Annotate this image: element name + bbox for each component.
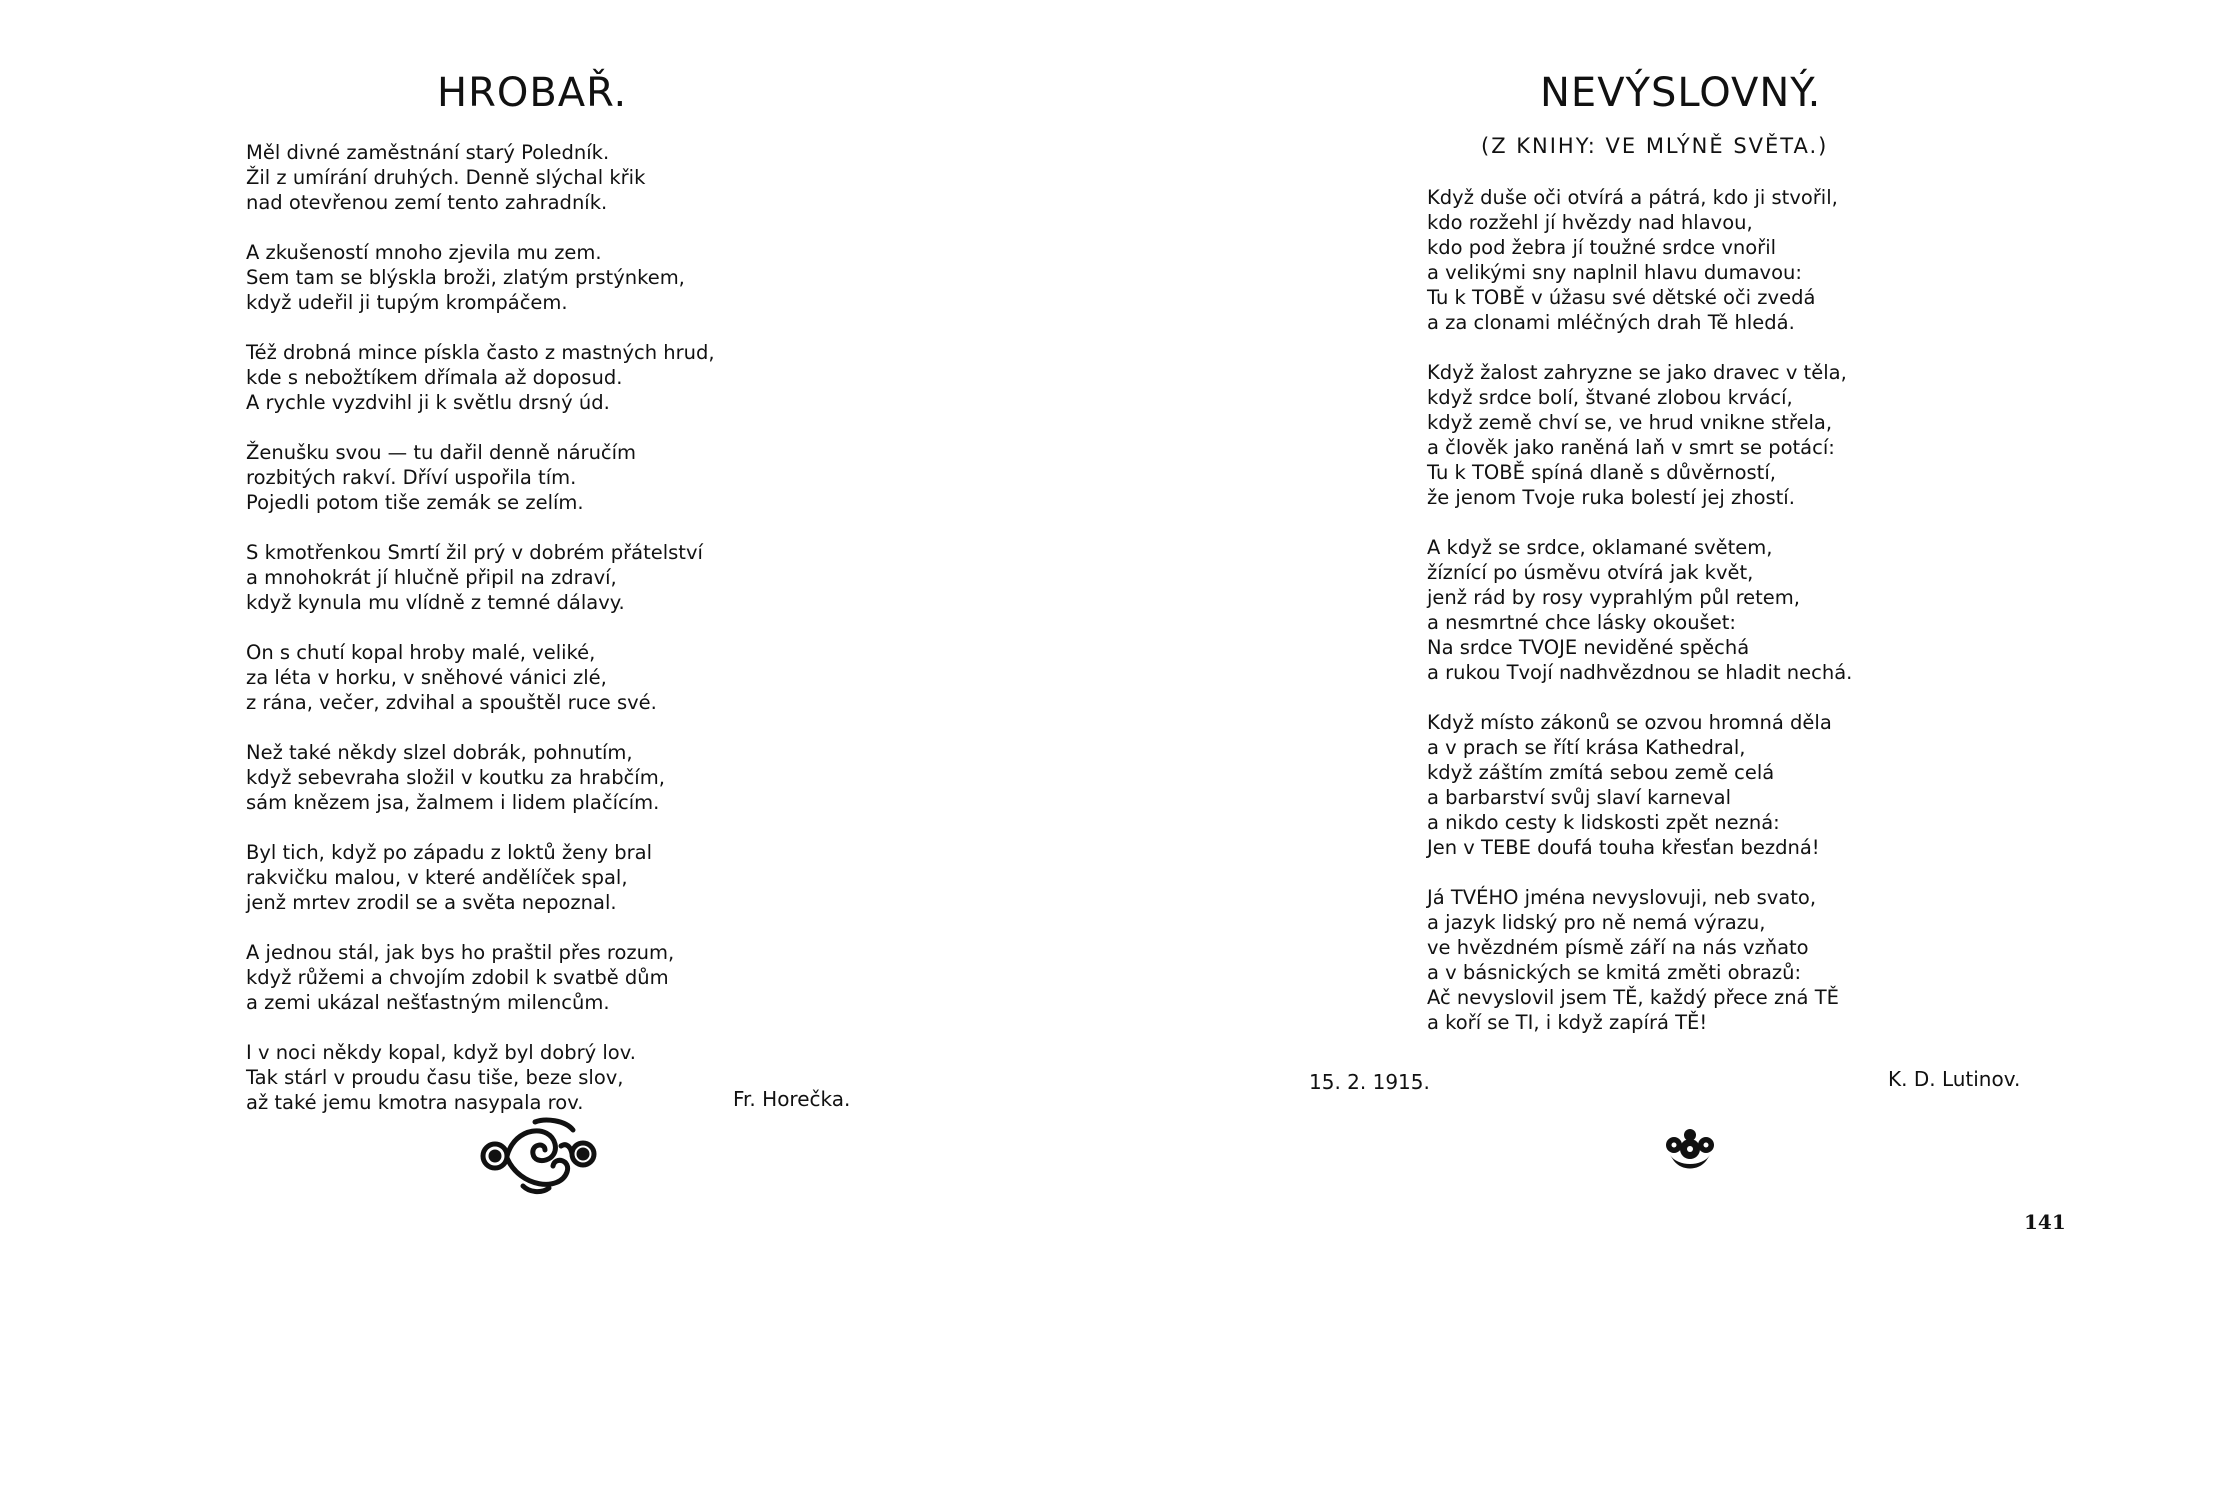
poem-line: Když místo zákonů se ozvou hromná děla [1427,711,1832,734]
stanza [246,240,715,315]
poem-line: z rána, večer, zdvihal a spouštěl ruce své. [246,691,657,714]
poem-line: a nikdo cesty k lidskosti zpět nezná: [1427,811,1780,834]
poem-subtitle: (Z KNIHY: VE MLÝNĚ SVĚTA.) [1481,134,1829,158]
poem-line: kdo pod žebra jí toužné srdce vnořil [1427,236,1777,259]
poem-line: a barbarství svůj slaví karneval [1427,786,1731,809]
poem-line: a koří se TI, i když zapírá TĚ! [1427,1011,1708,1034]
poem-title-nevyslovny: NEVÝSLOVNÝ. [1540,70,1822,116]
poem-line: jenž mrtev zrodil se a světa nepoznal. [246,891,617,914]
right-page [1115,0,2230,1500]
stanza [246,340,715,415]
stanza [246,940,715,1015]
poem-line: a člověk jako raněná laň v smrt se potácí: [1427,436,1835,459]
poem-line: žíznící po úsměvu otvírá jak květ, [1427,561,1754,584]
poem-line: když udeřil ji tupým krompáčem. [246,291,568,314]
author-signature-lutinov: K. D. Lutinov. [1888,1067,2021,1091]
poem-line: Ženušku svou — tu dařil denně náručím [246,441,637,464]
poem-line: nad otevřenou zemí tento zahradník. [246,191,608,214]
poem-line: až také jemu kmotra nasypala rov. [246,1091,584,1114]
poem-line: Pojedli potom tiše zemák se zelím. [246,491,584,514]
poem-line: kde s nebožtíkem dřímala až doposud. [246,366,623,389]
stanza [246,1040,715,1115]
poem-line: I v noci někdy kopal, když byl dobrý lov. [246,1041,636,1064]
poem-body-nevyslovny [1427,185,1852,1060]
poem-line: a mnohokrát jí hlučně připil na zdraví, [246,566,617,589]
poem-line: Též drobná mince pískla často z mastných hrud, [246,341,715,364]
poem-line: a jazyk lidský pro ně nemá výrazu, [1427,911,1766,934]
stanza [246,140,715,215]
poem-line: když záštím zmítá sebou země celá [1427,761,1775,784]
poem-line: Měl divné zaměstnání starý Poledník. [246,141,610,164]
poem-line: že jenom Tvoje ruka bolestí jej zhostí. [1427,486,1795,509]
poem-line: Byl tich, když po západu z loktů ženy bral [246,841,653,864]
poem-line: a velikými sny naplnil hlavu dumavou: [1427,261,1802,284]
stanza [246,740,715,815]
poem-line: a v básnických se kmitá změti obrazů: [1427,961,1802,984]
poem-line: Tak stárl v proudu času tiše, beze slov, [246,1066,624,1089]
poem-line: když sebevraha složil v koutku za hrabčím, [246,766,665,789]
author-signature-horecka: Fr. Horečka. [733,1087,851,1111]
poem-body-hrobar [246,140,715,1140]
poem-line: za léta v horku, v sněhové vánici zlé, [246,666,607,689]
poem-line: Než také někdy slzel dobrák, pohnutím, [246,741,633,764]
poem-line: A zkušeností mnoho zjevila mu zem. [246,241,602,264]
stanza [246,440,715,515]
poem-line: On s chutí kopal hroby malé, veliké, [246,641,596,664]
stanza [1427,185,1852,335]
poem-line: kdo rozžehl jí hvězdy nad hlavou, [1427,211,1753,234]
poem-line: S kmotřenkou Smrtí žil prý v dobrém přátelství [246,541,703,564]
poem-line: A jednou stál, jak bys ho praštil přes rozum, [246,941,675,964]
stanza [1427,535,1852,685]
poem-line: Sem tam se blýskla broži, zlatým prstýnkem, [246,266,685,289]
poem-line: a rukou Tvojí nadhvězdnou se hladit nechá. [1427,661,1853,684]
poem-line: jenž rád by rosy vyprahlým půl retem, [1427,586,1800,609]
stanza [1427,360,1852,510]
page-number: 141 [2024,1210,2066,1234]
stanza [246,540,715,615]
poem-line: a v prach se řítí krása Kathedral, [1427,736,1746,759]
stanza [246,640,715,715]
poem-line: ve hvězdném písmě září na nás vzňato [1427,936,1809,959]
poem-line: když kynula mu vlídně z temné dálavy. [246,591,625,614]
floral-ornament-icon [1660,1127,1720,1173]
poem-line: sám knězem jsa, žalmem i lidem plačícím. [246,791,660,814]
poem-line: a nesmrtné chce lásky okoušet: [1427,611,1736,634]
poem-line: a zemi ukázal nešťastným milencům. [246,991,610,1014]
poem-line: Jen v TEBE doufá touha křesťan bezdná! [1427,836,1820,859]
poem-line: Tu k TOBĚ spíná dlaně s důvěrností, [1427,461,1776,484]
poem-line: Ač nevyslovil jsem TĚ, každý přece zná TĚ [1427,986,1839,1009]
poem-line: rozbitých rakví. Dříví uspořila tím. [246,466,577,489]
poem-title-hrobar: HROBAŘ. [437,70,628,116]
poem-line: Žil z umírání druhých. Denně slýchal křik [246,166,646,189]
poem-line: Já TVÉHO jména nevyslovuji, neb svato, [1427,886,1817,909]
poem-line: Tu k TOBĚ v úžasu své dětské oči zvedá [1427,286,1816,309]
poem-line: když růžemi a chvojím zdobil k svatbě dům [246,966,669,989]
poem-line: a za clonami mléčných drah Tě hledá. [1427,311,1795,334]
poem-line: Když duše oči otvírá a pátrá, kdo ji stvořil, [1427,186,1838,209]
stanza [1427,710,1852,860]
poem-line: Když žalost zahryzne se jako dravec v těla, [1427,361,1847,384]
poem-line: když země chví se, ve hrud vnikne střela, [1427,411,1833,434]
poem-line: rakvičku malou, v které andělíček spal, [246,866,628,889]
poem-line: Na srdce TVOJE neviděné spěchá [1427,636,1750,659]
poem-line: A když se srdce, oklamané světem, [1427,536,1773,559]
poem-date: 15. 2. 1915. [1309,1070,1430,1094]
poem-line: A rychle vyzdvihl ji k světlu drsný úd. [246,391,610,414]
stanza [246,840,715,915]
floral-ornament-icon [475,1116,605,1196]
stanza [1427,885,1852,1035]
poem-line: když srdce bolí, štvané zlobou krvácí, [1427,386,1793,409]
